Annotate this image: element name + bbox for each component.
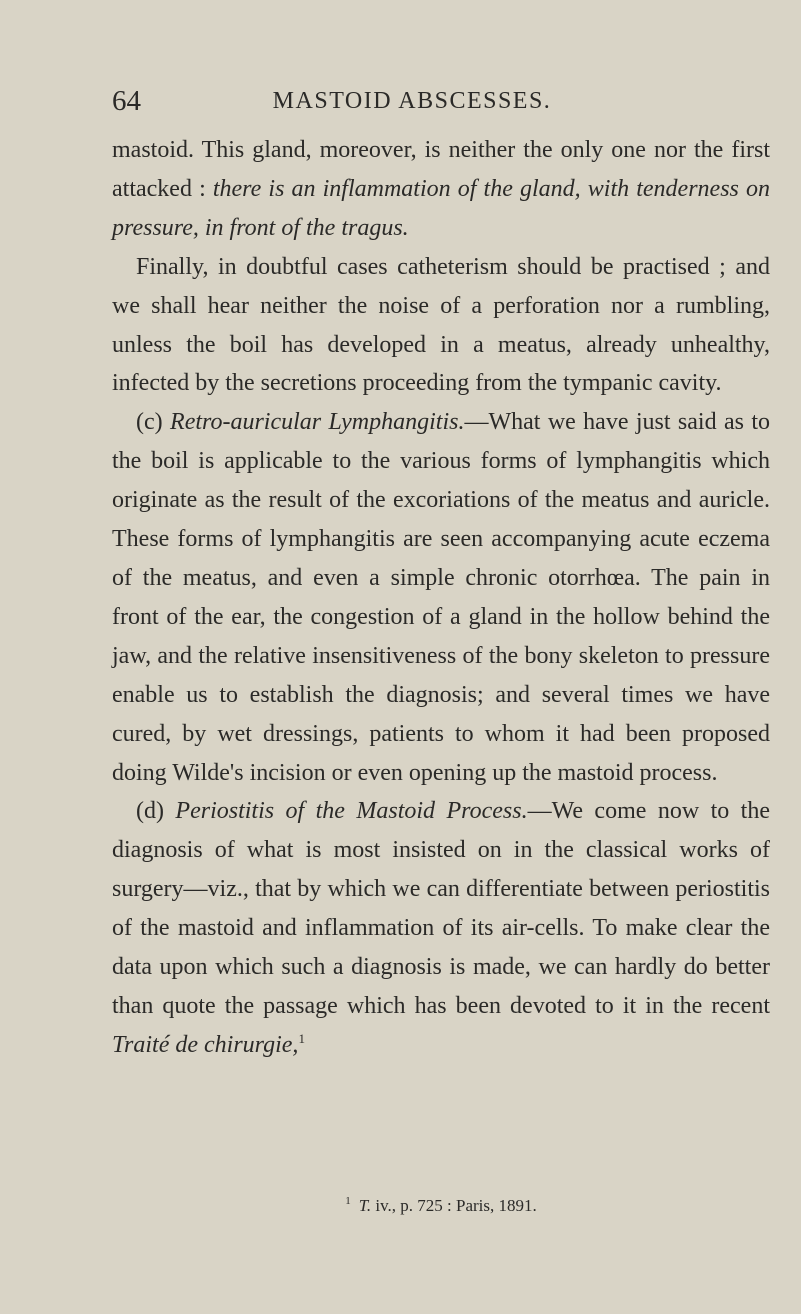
section-label-d: (d) — [136, 798, 164, 825]
paragraph-4 — [112, 792, 770, 1064]
footnote-reference: 1 — [298, 1030, 305, 1046]
paragraph-2-text: Finally, in doubtful cases catheterism should be practised ; and we shall hear neither the noise of a perforation nor a rumbling, unless the boil has developed in a meatus, already unhealthy, infected by the secretions proceeding from the tympanic cavity. — [112, 253, 770, 397]
footnote — [112, 1195, 770, 1217]
footnote-mark: 1 — [345, 1195, 351, 1208]
paragraph-3-text: —What we have just said as to the boil is applicable to the various forms of lymphangitis which originate as the result of the excoriations of the meatus and auricle. These forms of lymphangitis are seen accompanying acute eczema of the meatus, and even a simple chronic otorrhœa. The pain in front of the ear, the congestion of a gland in the hollow behind the jaw, and the relative insensitiveness of the bony skeleton to pressure enable us to establish the diagnosis; and several times we have cured, by wet dressings, patients to whom it had been proposed doing Wilde's incision or even opening up the mastoid process. — [112, 409, 770, 786]
body-text — [112, 131, 770, 1065]
page-header — [112, 84, 712, 118]
paragraph-4-text: —We come now to the diagnosis of what is most insisted on in the classical works of surgery—viz., that by which we can differentiate between periostitis of the mastoid and inflammation of its air-cells. To make clear the data upon which such a diagnosis is made, we can hardly do better than quote the passage which has been devoted to it in the recent — [112, 798, 771, 1019]
cited-work-title: Traité de chirurgie, — [112, 1031, 299, 1058]
paragraph-3 — [112, 403, 770, 792]
section-label-c: (c) — [136, 409, 163, 436]
paragraph-1-italic: there is an inflammation of the gland, with tenderness on pressure, in front of the tragus. — [112, 175, 770, 241]
footnote-italic: T. — [358, 1196, 372, 1215]
paragraph-2 — [112, 248, 770, 404]
footnote-text: iv., p. 725 : Paris, 1891. — [371, 1196, 537, 1215]
paragraph-1-text: mastoid. This gland, moreover, is neither the only one nor the first attacked : — [112, 137, 770, 202]
section-heading-periostitis: Periostitis of the Mastoid Process. — [175, 798, 528, 825]
section-heading-lymphangitis: Retro-auricular Lymphangitis. — [170, 409, 465, 436]
paragraph-1 — [112, 131, 770, 248]
page-number: 64 — [112, 85, 141, 117]
running-title: MASTOID ABSCESSES. — [272, 88, 552, 114]
